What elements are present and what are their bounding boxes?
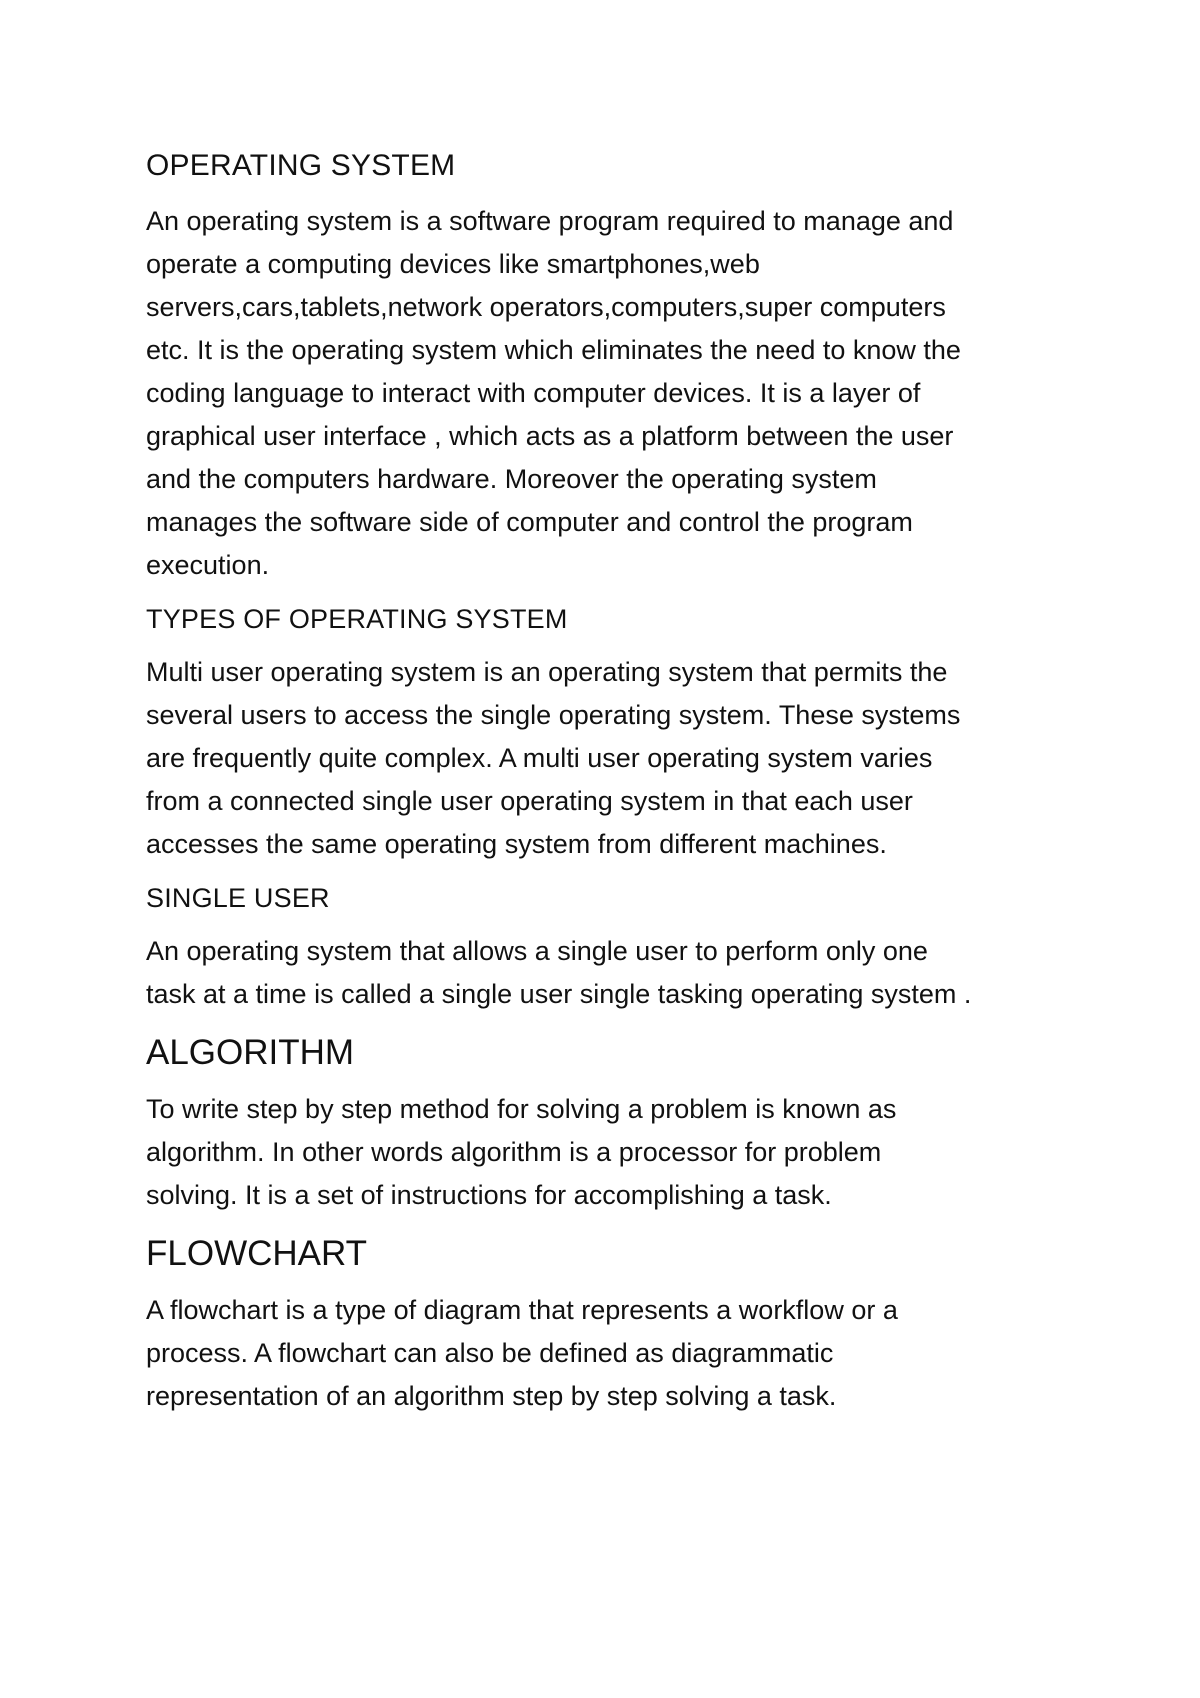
paragraph-types-of-operating-system	[146, 651, 1076, 866]
text-line: process. A flowchart can also be defined as diagrammatic	[146, 1338, 834, 1368]
section-heading-algorithm: ALGORITHM	[146, 1033, 355, 1072]
paragraph-operating-system	[146, 200, 1076, 587]
text-line: A flowchart is a type of diagram that represents a workflow or a	[146, 1295, 898, 1325]
text-line: representation of an algorithm step by step solving a task.	[146, 1381, 837, 1411]
document-content	[146, 146, 1076, 1432]
text-line: To write step by step method for solving a problem is known as	[146, 1094, 897, 1124]
text-line: manages the software side of computer and control the program	[146, 507, 913, 537]
paragraph-flowchart	[146, 1289, 1076, 1418]
text-line: etc. It is the operating system which eliminates the need to know the	[146, 335, 961, 365]
text-line: An operating system is a software program required to manage and	[146, 206, 954, 236]
text-line: solving. It is a set of instructions for accomplishing a task.	[146, 1180, 832, 1210]
text-line: are frequently quite complex. A multi user operating system varies	[146, 743, 933, 773]
section-heading-operating-system: OPERATING SYSTEM	[146, 149, 456, 182]
text-line: and the computers hardware. Moreover the operating system	[146, 464, 877, 494]
text-line: accesses the same operating system from different machines.	[146, 829, 887, 859]
text-line: An operating system that allows a single user to perform only one	[146, 936, 928, 966]
text-line: task at a time is called a single user single tasking operating system .	[146, 979, 972, 1009]
text-line: graphical user interface , which acts as a platform between the user	[146, 421, 954, 451]
paragraph-algorithm	[146, 1088, 1076, 1217]
text-line: coding language to interact with computer devices. It is a layer of	[146, 378, 921, 408]
text-line: operate a computing devices like smartphones,web	[146, 249, 760, 279]
text-line: algorithm. In other words algorithm is a processor for problem	[146, 1137, 882, 1167]
text-line: Multi user operating system is an operating system that permits the	[146, 657, 948, 687]
section-heading-flowchart: FLOWCHART	[146, 1234, 368, 1273]
section-heading-single-user: SINGLE USER	[146, 883, 330, 913]
text-line: servers,cars,tablets,network operators,computers,super computers	[146, 292, 946, 322]
text-line: several users to access the single operating system. These systems	[146, 700, 961, 730]
section-heading-types-of-operating-system: TYPES OF OPERATING SYSTEM	[146, 604, 568, 634]
text-line: from a connected single user operating system in that each user	[146, 786, 913, 816]
paragraph-single-user	[146, 930, 1076, 1016]
text-line: execution.	[146, 550, 270, 580]
